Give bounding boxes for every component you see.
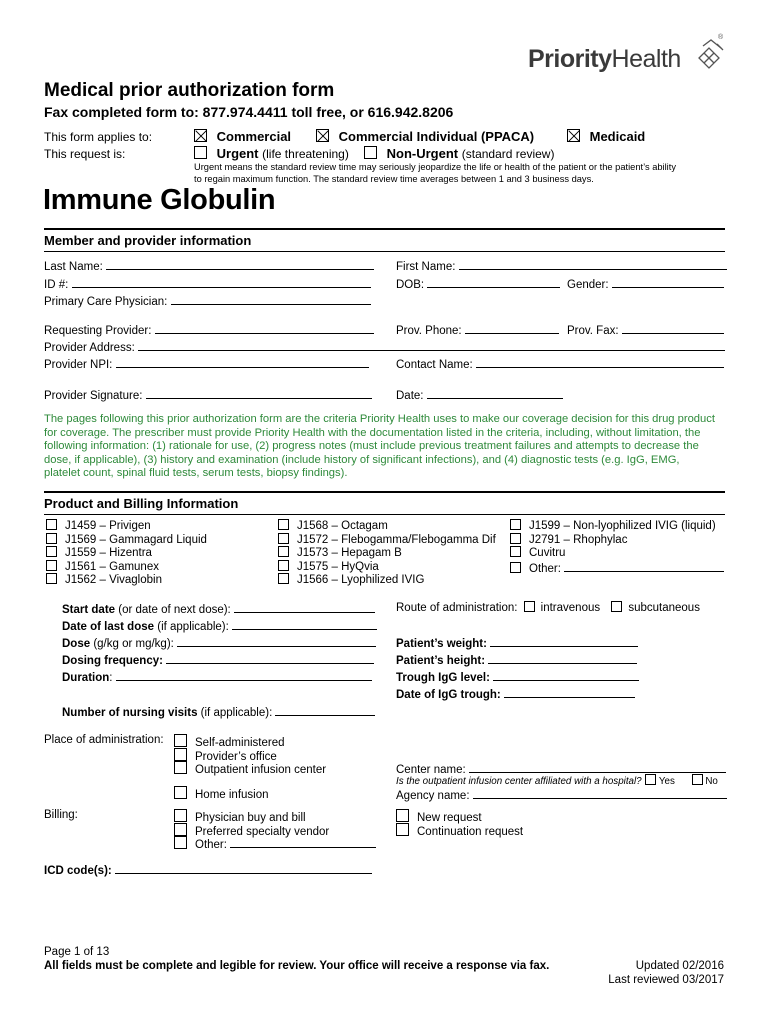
signature-row — [44, 387, 372, 402]
height-row — [396, 652, 637, 667]
place-checkbox[interactable] — [174, 734, 187, 747]
new-request-label: New request — [417, 812, 482, 824]
start-date-row — [62, 601, 375, 616]
product-checkbox[interactable] — [278, 560, 289, 571]
prov-phone-field[interactable] — [465, 322, 559, 334]
urgent-option[interactable] — [194, 146, 349, 161]
trough-row — [396, 669, 639, 684]
req-provider-row — [44, 322, 374, 337]
commercial-checkbox[interactable] — [194, 129, 207, 142]
product-checkbox[interactable] — [46, 546, 57, 557]
logo-registered: ® — [718, 34, 724, 41]
logo-text-bold: Priority — [528, 45, 612, 73]
duration-row — [62, 669, 372, 684]
product-label: J1569 – Gammagard Liquid — [65, 533, 207, 546]
place-options — [174, 734, 326, 775]
form-title: Medical prior authorization form — [44, 80, 335, 101]
prov-fax-row — [567, 322, 724, 337]
height-label: Patient’s height: — [396, 655, 486, 667]
prov-address-label: Provider Address: — [44, 342, 135, 354]
new-request-option[interactable] — [396, 809, 523, 823]
route-iv-checkbox[interactable] — [524, 601, 535, 612]
center-name-label: Center name: — [396, 764, 466, 776]
footer-note: All fields must be complete and legible for review. Your office will receive a response via fax. — [44, 960, 550, 972]
id-label: ID #: — [44, 279, 69, 291]
dose-row — [62, 635, 376, 650]
place-checkbox[interactable] — [174, 761, 187, 774]
product-label: Other: — [529, 562, 561, 575]
pcp-row — [44, 293, 371, 308]
trough-label: Trough IgG level: — [396, 672, 490, 684]
gender-field[interactable] — [612, 276, 724, 288]
nursing-field[interactable] — [275, 704, 375, 716]
nonurgent-desc: (standard review) — [461, 147, 555, 161]
drug-title: Immune Globulin — [43, 184, 276, 216]
product-col-2 — [278, 519, 496, 587]
prov-phone-row — [396, 322, 559, 337]
contact-name-label: Contact Name: — [396, 359, 473, 371]
product-option[interactable] — [46, 546, 207, 560]
title-rule — [44, 228, 725, 230]
product-option[interactable] — [278, 573, 496, 587]
product-label: J1566 – Lyophilized IVIG — [297, 574, 425, 586]
billing-other-field[interactable] — [230, 836, 376, 848]
urgent-label: Urgent — [216, 146, 259, 161]
prov-npi-label: Provider NPI: — [44, 359, 113, 371]
product-col-1 — [46, 519, 207, 587]
member-heading: Member and provider information — [44, 233, 252, 248]
product-top-rule — [44, 491, 725, 493]
date-field[interactable] — [427, 387, 563, 399]
weight-row — [396, 635, 638, 650]
affiliated-question: Is the outpatient infusion center affiliated with a hospital? — [396, 776, 642, 787]
nursing-label: Number of nursing visits — [62, 707, 198, 719]
product-option[interactable] — [46, 533, 207, 547]
trough-date-field[interactable] — [504, 686, 635, 698]
route-sc-label: subcutaneous — [628, 602, 700, 614]
product-label: Cuvitru — [529, 547, 566, 559]
criteria-note — [44, 413, 715, 481]
urgent-note-line-1: Urgent means the standard review time may seriously jeopardize the life or health of the patient or the patient’s ability — [194, 162, 676, 172]
duration-colon: : — [109, 672, 113, 684]
place-option-label: Outpatient infusion center — [195, 764, 327, 776]
product-checkbox[interactable] — [46, 573, 57, 584]
id-field[interactable] — [72, 276, 371, 288]
product-option[interactable] — [278, 546, 496, 560]
product-option[interactable] — [510, 546, 724, 560]
place-option[interactable] — [174, 748, 326, 762]
billing-option-label: Other: — [195, 839, 227, 851]
product-label: J1562 – Vivaglobin — [65, 574, 162, 586]
first-name-row — [396, 258, 727, 273]
trough-field[interactable] — [493, 669, 639, 681]
urgent-desc: (life threatening) — [262, 147, 349, 161]
last-name-row — [44, 258, 374, 273]
place-label: Place of administration: — [44, 734, 164, 746]
dose-desc: (g/kg or mg/kg): — [93, 638, 174, 650]
product-label: J1559 – Hizentra — [65, 547, 152, 559]
id-row — [44, 276, 371, 291]
product-option-other[interactable] — [510, 560, 724, 574]
product-heading-rule — [44, 514, 725, 515]
start-date-label: Start date — [62, 604, 116, 616]
product-label: J1599 – Non-lyophilized IVIG (liquid) — [529, 520, 716, 532]
fax-line: Fax completed form to: 877.974.4411 toll free, or 616.942.8206 — [44, 104, 454, 120]
home-infusion-option[interactable] — [174, 786, 269, 801]
product-option[interactable] — [46, 573, 207, 587]
medicaid-label: Medicaid — [589, 129, 646, 144]
weight-field[interactable] — [490, 635, 638, 647]
product-option[interactable] — [278, 519, 496, 533]
frequency-field[interactable] — [166, 652, 374, 664]
nursing-row — [62, 704, 375, 719]
agency-name-label: Agency name: — [396, 790, 470, 802]
individual-checkbox[interactable] — [316, 129, 329, 142]
product-checkbox[interactable] — [278, 573, 289, 584]
billing-options — [174, 809, 376, 850]
request-label: This request is: — [44, 147, 126, 161]
billing-checkbox[interactable] — [174, 836, 187, 849]
billing-option-other[interactable] — [174, 836, 376, 850]
member-heading-rule — [44, 251, 725, 252]
icd-row — [44, 862, 372, 877]
urgent-checkbox[interactable] — [194, 146, 207, 159]
commercial-label: Commercial — [216, 129, 292, 144]
criteria-note-line: for coverage. The prescriber must provide Priority Health with the documentation listed in the criteria, including, without limitation, the — [44, 426, 701, 439]
product-heading: Product and Billing Information — [44, 496, 239, 511]
product-option[interactable] — [46, 519, 207, 533]
home-infusion-checkbox[interactable] — [174, 786, 187, 799]
last-name-field[interactable] — [106, 258, 374, 270]
criteria-note-line: dose, if applicable), (3) history and examination (include history of significant infections), and (4) diagnostic tests (e.g. IgG, EMG, — [44, 453, 680, 466]
product-checkbox[interactable] — [510, 546, 521, 557]
product-label: J1573 – Hepagam B — [297, 547, 402, 559]
product-checkbox[interactable] — [46, 533, 57, 544]
product-option[interactable] — [46, 560, 207, 574]
criteria-note-line: platelet count, spinal fluid tests, serum tests, biopsy findings). — [44, 467, 348, 479]
updated-date: Updated 02/2016 — [635, 960, 724, 972]
billing-checkbox[interactable] — [174, 809, 187, 822]
req-provider-label: Requesting Provider: — [44, 325, 152, 337]
product-option[interactable] — [510, 533, 724, 547]
product-checkbox[interactable] — [46, 560, 57, 571]
place-option[interactable] — [174, 734, 326, 748]
applies-commercial[interactable] — [194, 129, 291, 144]
product-label: J1572 – Flebogamma/Flebogamma Dif — [297, 533, 496, 546]
nonurgent-label: Non-Urgent — [386, 146, 459, 161]
logo-mark-icon — [695, 38, 725, 74]
product-label: J2791 – Rhophylac — [529, 533, 628, 546]
product-option[interactable] — [278, 533, 496, 547]
frequency-row — [62, 652, 374, 667]
place-option-label: Self-administered — [195, 737, 285, 749]
product-option[interactable] — [510, 519, 724, 533]
product-checkbox[interactable] — [510, 519, 521, 530]
product-option[interactable] — [278, 560, 496, 574]
product-checkbox[interactable] — [510, 562, 521, 573]
last-name-label: Last Name: — [44, 261, 103, 273]
route-sc-checkbox[interactable] — [611, 601, 622, 612]
height-field[interactable] — [488, 652, 637, 664]
product-other-field[interactable] — [564, 560, 724, 572]
prov-address-field[interactable] — [138, 339, 725, 351]
contact-name-field[interactable] — [476, 356, 724, 368]
gender-label: Gender: — [567, 279, 609, 291]
duration-field[interactable] — [116, 669, 372, 681]
pcp-label: Primary Care Physician: — [44, 296, 168, 308]
billing-option-label: Preferred specialty vendor — [195, 825, 330, 838]
reviewed-date: Last reviewed 03/2017 — [608, 974, 724, 986]
new-request-checkbox[interactable] — [396, 809, 409, 822]
billing-option[interactable] — [174, 823, 376, 837]
affiliated-row — [396, 774, 718, 787]
trough-date-row — [396, 686, 635, 701]
nonurgent-checkbox[interactable] — [364, 146, 377, 159]
last-dose-row — [62, 618, 377, 633]
agency-name-field[interactable] — [473, 787, 727, 799]
place-option-label: Provider’s office — [195, 750, 277, 763]
priority-health-logo — [528, 45, 681, 74]
start-date-desc: (or date of next dose): — [118, 604, 231, 616]
criteria-note-line: The pages following this prior authorization form are the criteria Priority Health uses to make our coverage decision for this drug product — [44, 413, 715, 425]
continuation-option[interactable] — [396, 823, 523, 837]
icd-field[interactable] — [115, 862, 372, 874]
product-checkbox[interactable] — [278, 519, 289, 530]
affiliated-yes-label: Yes — [658, 776, 675, 787]
logo-text-light: Health — [611, 45, 681, 73]
prov-fax-label: Prov. Fax: — [567, 325, 619, 337]
pcp-field[interactable] — [171, 293, 371, 305]
contact-name-row — [396, 356, 724, 371]
product-checkbox[interactable] — [510, 533, 521, 544]
last-dose-desc: (if applicable): — [157, 621, 229, 633]
signature-field[interactable] — [146, 387, 372, 399]
frequency-label: Dosing frequency: — [62, 655, 163, 667]
last-dose-label: Date of last dose — [62, 621, 155, 633]
billing-checkbox[interactable] — [174, 823, 187, 836]
weight-label: Patient’s weight: — [396, 638, 487, 650]
product-label: J1575 – HyQvia — [297, 560, 379, 573]
nonurgent-option[interactable] — [364, 146, 554, 161]
product-checkbox[interactable] — [278, 533, 289, 544]
individual-label: Commercial Individual (PPACA) — [338, 129, 535, 144]
last-dose-field[interactable] — [232, 618, 377, 630]
req-provider-field[interactable] — [155, 322, 374, 334]
product-checkbox[interactable] — [46, 519, 57, 530]
billing-label: Billing: — [44, 809, 78, 821]
center-name-field[interactable] — [469, 761, 726, 773]
dose-label: Dose — [62, 638, 91, 650]
gender-row — [567, 276, 724, 291]
place-checkbox[interactable] — [174, 748, 187, 761]
applies-individual[interactable] — [316, 129, 534, 144]
medicaid-checkbox[interactable] — [567, 129, 580, 142]
signature-label: Provider Signature: — [44, 390, 143, 402]
product-checkbox[interactable] — [278, 546, 289, 557]
product-label: J1459 – Privigen — [65, 520, 151, 532]
billing-option[interactable] — [174, 809, 376, 823]
product-col-3 — [510, 519, 724, 573]
prov-npi-row — [44, 356, 369, 371]
urgent-note-line-2: to regain maximum function. The standard review time averages between 1 and 3 business days. — [194, 174, 594, 184]
first-name-field[interactable] — [459, 258, 727, 270]
continuation-checkbox[interactable] — [396, 823, 409, 836]
product-label: J1561 – Gamunex — [65, 560, 159, 573]
billing-option-label: Physician buy and bill — [195, 812, 306, 824]
prov-npi-field[interactable] — [116, 356, 369, 368]
criteria-note-line: following information: (1) rationale for use, (2) progress notes (must include previous treatment failures and attempts to decrease the — [44, 440, 699, 452]
request-type-options — [396, 809, 523, 836]
prov-address-row — [44, 339, 725, 354]
duration-label: Duration — [62, 672, 110, 684]
dose-field[interactable] — [177, 635, 376, 647]
place-option[interactable] — [174, 761, 326, 775]
applies-label: This form applies to: — [44, 130, 153, 144]
applies-medicaid[interactable] — [567, 129, 645, 144]
affiliated-yes-checkbox[interactable] — [645, 774, 656, 785]
prov-phone-label: Prov. Phone: — [396, 325, 462, 337]
continuation-label: Continuation request — [417, 825, 524, 838]
home-infusion-label: Home infusion — [195, 789, 269, 801]
nursing-desc: (if applicable): — [200, 707, 273, 719]
first-name-label: First Name: — [396, 261, 456, 273]
route-iv-label: intravenous — [540, 602, 601, 614]
route-label: Route of administration: — [396, 602, 518, 614]
icd-label: ICD code(s): — [44, 865, 112, 877]
prov-fax-field[interactable] — [622, 322, 724, 334]
affiliated-no-label: No — [705, 776, 718, 787]
dob-row — [396, 276, 560, 291]
date-label: Date: — [396, 390, 424, 402]
agency-name-row — [396, 787, 727, 802]
trough-date-label: Date of IgG trough: — [396, 689, 501, 701]
dob-label: DOB: — [396, 279, 425, 291]
page-number: Page 1 of 13 — [44, 946, 110, 958]
dob-field[interactable] — [427, 276, 560, 288]
product-label: J1568 – Octagam — [297, 520, 388, 532]
start-date-field[interactable] — [234, 601, 375, 613]
affiliated-no-checkbox[interactable] — [692, 774, 703, 785]
date-row — [396, 387, 563, 402]
route-row — [396, 601, 700, 614]
